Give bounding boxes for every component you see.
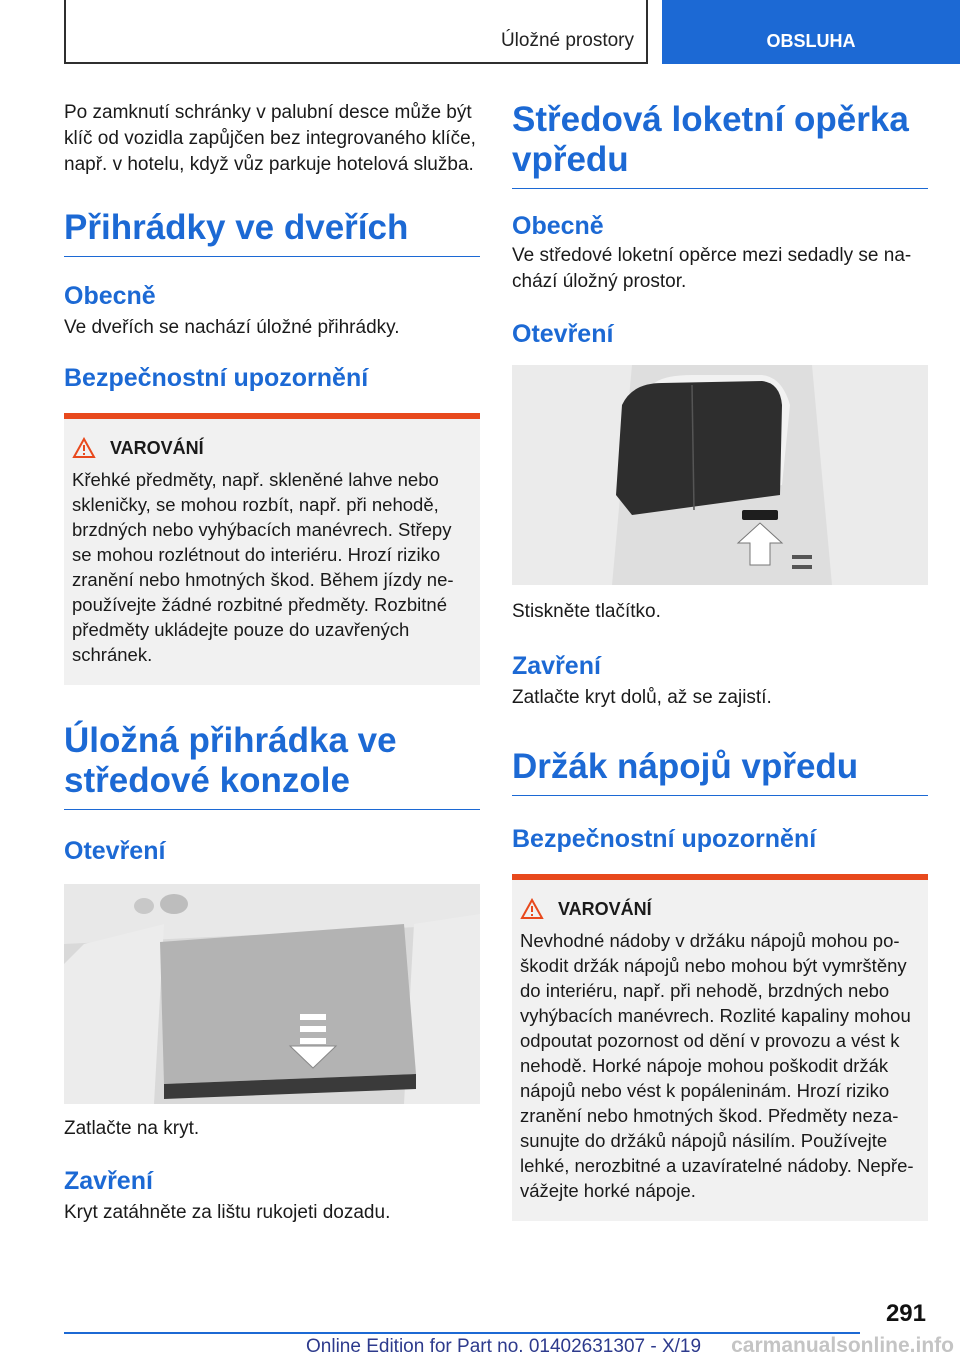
page-number: 291 xyxy=(885,1300,926,1327)
header-chapter-tab: OBSLUHA xyxy=(662,0,960,64)
door-general-text: Ve dveřích se nachází úložné přihrádky. xyxy=(64,317,400,338)
armrest-open-caption: Stiskněte tlačítko. xyxy=(512,601,661,622)
console-compartment-heading: Úložná přihrádka ve středové konzole xyxy=(64,721,480,810)
header-box xyxy=(64,0,648,64)
warning-triangle-icon xyxy=(72,437,96,459)
warning-label: VAROVÁNÍ xyxy=(110,437,204,458)
door-compartments-heading: Přihrádky ve dveřích xyxy=(64,208,480,257)
edition-footer: Online Edition for Part no. 01402631307 - X/19 xyxy=(306,1336,702,1357)
console-open-caption: Zatlačte na kryt. xyxy=(64,1118,200,1139)
console-open-heading: Otevření xyxy=(64,837,166,865)
console-close-text: Kryt zatáhněte za lištu rukojeti dozadu. xyxy=(64,1202,391,1223)
armrest-close-heading: Zavření xyxy=(512,652,601,680)
cup-warning-box xyxy=(512,874,928,1221)
door-general-heading: Obecně xyxy=(64,282,156,310)
armrest-general-heading: Obecně xyxy=(512,212,604,240)
armrest-open-heading: Otevření xyxy=(512,320,614,348)
console-compartment-illustration xyxy=(64,884,480,1104)
intro-paragraph: Po zamknutí schránky v palubní desce může být klíč od vozidla zapůjčen bez integrovaného klíče, např. v hotelu, když vůz parkuje hotelová služba. xyxy=(64,102,476,175)
armrest-general-text: Ve středové loketní opěrce mezi sedadly se na- chází úložný prostor. xyxy=(512,245,912,292)
header-section-title: Úložné prostory xyxy=(500,30,634,51)
armrest-heading: Středová loketní opěrka vpředu xyxy=(512,100,928,189)
left-column xyxy=(64,100,480,1226)
cup-safety-heading: Bezpečnostní upozornění xyxy=(512,825,817,853)
safety-heading: Bezpečnostní upozornění xyxy=(64,364,369,392)
warning-triangle-icon xyxy=(520,898,544,920)
watermark: carmanualsonline.info xyxy=(731,1334,954,1357)
cup-warning-label: VAROVÁNÍ xyxy=(558,898,652,919)
cup-warning-text: Nevhodné nádoby v držáku nápojů mohou po- škodit držák nápojů nebo mohou být vymrštěny do interiéru, např. při nehodě, brzdných nebo vyhýbacích manévrech. Rozlité kapaliny mohou odpoutat pozornost od dění v provozu a vést k nehodě. Horké nápoje mohou poškodit držák nápojů nebo vést k popáleninám. Hrozí riziko zranění nebo hmotných škod. Předměty neza- sunujte do držáků nápojů násilím. Používejte lehké, nerozbitné a uzavíratelné nádoby. Nepře- vážejte horké nápoje. xyxy=(520,930,914,1201)
armrest-illustration xyxy=(512,365,928,585)
armrest-close-text: Zatlačte kryt dolů, až se zajistí. xyxy=(512,687,772,708)
warning-text: Křehké předměty, např. skleněné lahve nebo skleničky, se mohou rozbít, např. při nehodě, brzdných nebo vyhýbacích manévrech. Střepy se mohou rozlétnout do interiéru. Hrozí riziko zranění nebo hmotných škod. Během jízdy ne- používejte žádné rozbitné předměty. Rozbitné předměty ukládejte pouze do uzavřených schránek. xyxy=(72,469,454,665)
right-column xyxy=(512,100,928,1221)
warning-box xyxy=(64,413,480,685)
console-close-heading: Zavření xyxy=(64,1167,153,1195)
cup-holder-heading: Držák nápojů vpředu xyxy=(512,747,928,796)
